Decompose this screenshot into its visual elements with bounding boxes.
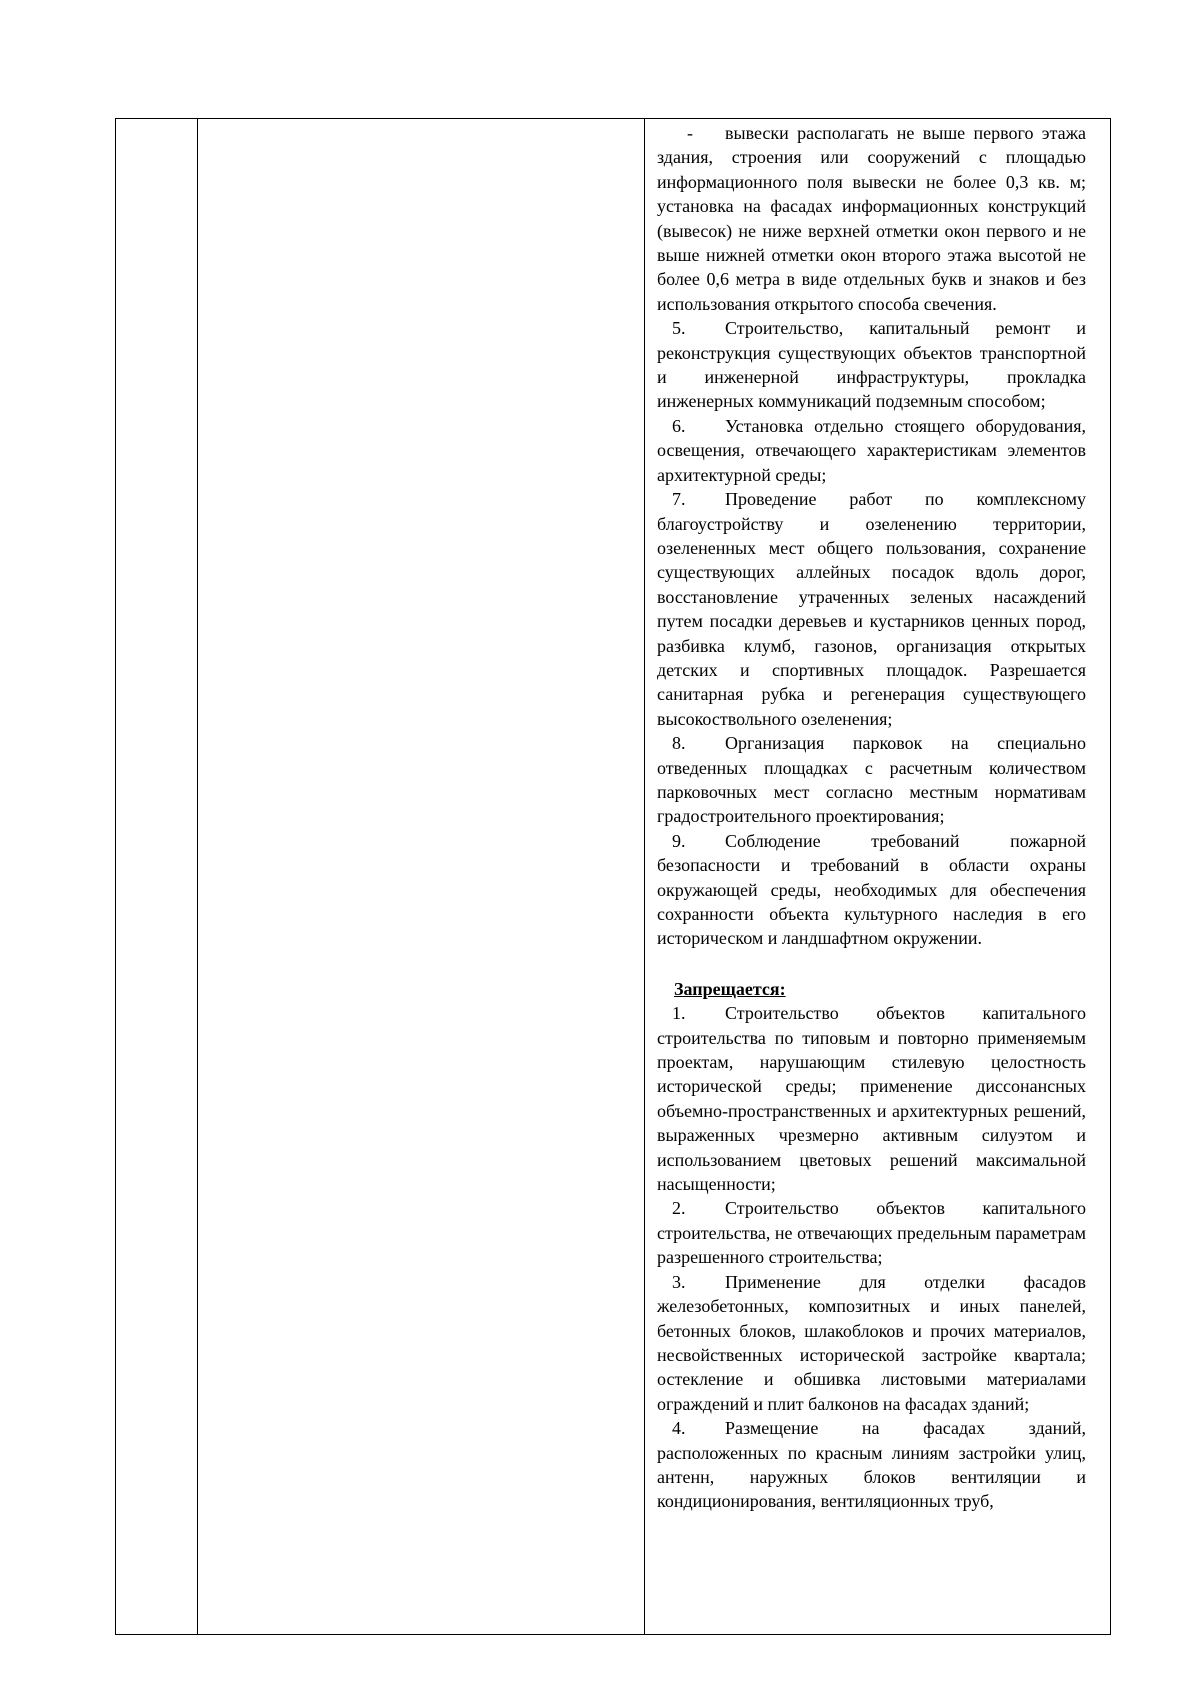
table-cell-number [116, 119, 198, 1634]
list-item: 7. Проведение работ по комплексному благоустройству и озеленению территории, озелененных мест общего пользования, сохранение существующих аллейных посадок вдоль дорог, восстановление утраченных зеленых насаждений путем посадки деревьев и кустарников ценных пород, разбивка клумб, газонов, организация открытых детских и спортивных площадок. Разрешается санитарная рубка и регенерация существующего высокоствольного озеленения; [657, 489, 1086, 729]
list-item: 6. Установка отдельно стоящего оборудования, освещения, отвечающего характеристикам элементов архитектурной среды; [657, 415, 1086, 485]
list-item: 1. Строительство объектов капитального строительства по типовым и повторно применяемым проектам, нарушающим стилевую целостность исторической среды; применение диссонансных объемно-пространственных и архитектурных решений, выраженных чрезмерно активным силуэтом и использованием цветовых решений максимальной насыщенности; [657, 1003, 1086, 1195]
list-item: 2. Строительство объектов капитального строительства, не отвечающих предельным параметрам разрешенного строительства; [657, 1198, 1086, 1268]
list-item: 5. Строительство, капитальный ремонт и реконструкция существующих объектов транспортной и инженерной инфраструктуры, прокладка инженерных коммуникаций подземным способом; [657, 318, 1086, 412]
list-item: - вывески располагать не выше первого этажа здания, строения или сооружений с площадью информационного поля вывески не более 0,3 кв. м; установка на фасадах информационных конструкций (вывесок) не ниже верхней отметки окон первого и не выше нижней отметки окон второго этажа высотой не более 0,6 метра в виде отдельных букв и знаков и без использования открытого способа свечения. [657, 123, 1086, 314]
table-cell-requirements [645, 119, 1110, 1634]
prohibited-heading: Запрещается: [674, 978, 786, 999]
table-cell-name [198, 119, 645, 1634]
list-item: 4. Размещение на фасадах зданий, расположенных по красным линиям застройки улиц, антенн, наружных блоков вентиляции и кондиционирования, вентиляционных труб, [657, 1418, 1086, 1512]
requirements-table [115, 118, 1111, 1635]
list-item: 3. Применение для отделки фасадов железобетонных, композитных и иных панелей, бетонных блоков, шлакоблоков и прочих материалов, несвойственных исторической застройке квартала; остекление и обшивка листовыми материалами ограждений и плит балконов на фасадах зданий; [657, 1271, 1086, 1414]
list-item: 8. Организация парковок на специально отведенных площадках с расчетным количеством парковочных мест согласно местным нормативам градостроительного проектирования; [657, 733, 1086, 827]
paragraph-gap [657, 951, 1086, 977]
list-item: 9. Соблюдение требований пожарной безопасности и требований в области охраны окружающей среды, необходимых для обеспечения сохранности объекта культурного наследия в его историческом и ландшафтном окружении. [657, 830, 1086, 949]
